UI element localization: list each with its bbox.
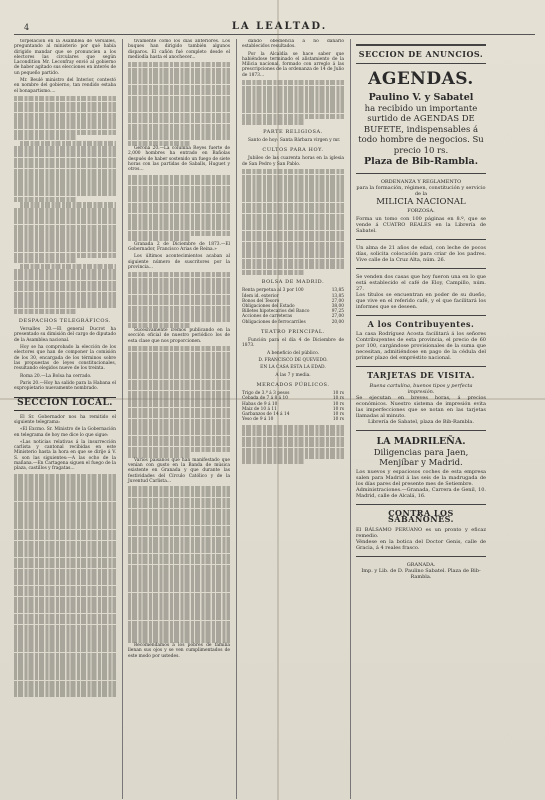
newspaper-title: LA LEALTAD. xyxy=(231,21,328,32)
text-block xyxy=(128,175,230,242)
telegrams-heading: DESPACHOS TELEGRÁFICOS. xyxy=(18,317,112,324)
religious-heading: PARTE RELIGIOSA. xyxy=(263,128,323,135)
table-row: Renta perpetua al 3 por 100 13,85 xyxy=(242,288,344,294)
theatre-line: EN LA CASA ESTA LA EDAD. xyxy=(260,365,326,371)
article-paragraph: Por la Alcaldía se hace saber que habiéndose terminado el alistamiento de la Milicia nacional, formado con arreglo á las prescripciones de la ordenanza de 14 de Julio de 1873... xyxy=(242,51,344,78)
article-paragraph: dando obediencia á no dañarlo establecidos resultados. xyxy=(242,39,344,50)
column-2 xyxy=(122,39,230,799)
page-number: 4 xyxy=(24,23,31,32)
theatre-line: Función para el día 4 de Diciembre de 1873. xyxy=(242,338,344,349)
ad-ordinance-heading: ORDENANZA Y REGLAMENTO xyxy=(380,179,462,186)
column-3 xyxy=(236,39,344,799)
markets-heading: MERCADOS PÚBLICOS. xyxy=(256,381,330,388)
ad-madrilena-sub: Diligencias para Jaen, Menjíbar y Madrid. xyxy=(373,447,469,469)
ad-tarjetas-title: TARJETAS DE VISITA. xyxy=(367,370,475,381)
text-block xyxy=(128,346,230,458)
ad-contribuyentes-title: A los Contribuyentes. xyxy=(367,318,475,329)
bolsa-heading: BOLSA DE MADRID. xyxy=(261,279,325,285)
article-paragraph: Gerona 20.—La columna Reyes fuerte de 2,000 hombres ha entrado en Bañolas después de haber sostenido un fuego de siete horas con las partidas de Saballs, Huguet y otros... xyxy=(128,146,230,173)
table-row: Obligaciones de ferrocarriles 20,00 xyxy=(242,319,344,325)
ad-agendas-body: ha recibido un importante surtido de AGENDAS DE BUFETE, indispensables á todo hombre de negocios. Su precio 10 rs. xyxy=(358,103,484,156)
theatre-line: A beneficio del público. xyxy=(266,350,320,356)
text-block xyxy=(128,272,230,328)
text-block xyxy=(242,169,344,275)
ad-agendas-address: Plaza de Bib-Rambla. xyxy=(363,156,479,168)
ad-madrilena-title: LA MADRILEÑA. xyxy=(376,435,466,447)
ad-tarjetas-body: Se ejecutan en breves horas, á precios económicos. Nuestro sistema de impresión evita las imperfecciones que se notan en las tarjetas llamadas al minuto. xyxy=(356,394,486,419)
article-paragraph: torpelación en la Asamblea de Versalles, preguntando al ministerio por qué había dirigido mandar que se pronuncien a los electores las circulares que según Lacondition Mr. Leconfray envió al gobierno de haber agitado sus elecciones en interés de un pequeño partido. xyxy=(14,39,116,76)
text-block xyxy=(128,486,230,642)
article-paragraph: Recomendamos á los pobres de familia llenan sus ojos y se ven cumplimentados de este modo por ustedes. xyxy=(128,643,230,659)
article-paragraph: Varios paisanos que han manifestado que venían con gusto en la Banda de música existente en Granada y que durante las festividades del Círculo Católico y de la Juventud Carlista... xyxy=(128,457,230,485)
ad-sabanones-body: El BÁLSAMO PERUANO es un pronto y eficaz remedio. xyxy=(356,526,486,539)
article-paragraph: Mr. Beulé ministro del Interior, contestó en nombre del gobierno, tan rendido estaba el bonapartismo.... xyxy=(14,78,116,94)
bolsa-table xyxy=(242,288,344,324)
table-row: Garbanzos de 14 á 14 10 rs xyxy=(242,411,344,417)
ad-tarjetas-tagline: Buena cartulina, buenos tipos y perfecta impresión. xyxy=(369,382,473,395)
ad-sabanones-title: CONTRA LOS SABAÑONES. xyxy=(388,507,454,525)
ad-madrilena-body: Los nuevos y espaciosos coches de esta empresa salen para Madrid á las seis de la madrugada de los días pares del presente mes de Setiembre. xyxy=(356,468,486,487)
cultos-heading: CULTOS PARA HOY. xyxy=(262,147,324,154)
columns xyxy=(14,39,535,799)
theatre-line: A las 7 y media. xyxy=(275,372,311,378)
ad-milicia-title: MILICIA NACIONAL xyxy=(376,197,466,208)
table-row: Yeso de 9 á 10 10 rs xyxy=(242,417,344,423)
table-row: Bonos del Tesoro 27,00 xyxy=(242,298,344,304)
local-paragraph: «Las noticias relativas á la insurrección carlista y cantonal recibidas en este Ministerio hasta la hora en que se dirije á V. S. son las siguientes:—A las ocho de la mañana.—En Cartagena siguen el fuego de la plaza, castillos y fragatas... xyxy=(14,439,116,472)
text-block xyxy=(242,80,344,124)
ad-agendas-seller: Paulino V. y Sabatel xyxy=(368,91,474,103)
table-row: Billetes hipotecarios del Banco 97,25 xyxy=(242,309,344,315)
ad-contribuyentes-body: La casa Rodríguez Acosta facilitará á los señores Contribuyentes de esta provincia, el precio de 60 por 100, cargándose provisionales de la suma que necesitan, admitiéndose en pago de la cédula del primer plazo del empréstito nacional. xyxy=(356,331,486,362)
text-block xyxy=(14,474,116,697)
ad-madrilena-admin: Administraciones.—Granada, Carrera de Genil, 10. Madrid, calle de Alcalá, 16. xyxy=(356,486,486,499)
page-header xyxy=(14,6,535,35)
article-paragraph: Sucesivamente iremos publicando en la sección oficial de nuestro periódico los de esta clase que nos proporcionen. xyxy=(128,328,230,344)
telegram-paragraph: Paris 20.—Hoy ha salido para la Habana el expropietario nuevamente nombrado. xyxy=(14,380,116,392)
ad-tarjetas-address: Librería de Sabatel, plaza de Bib-Rambla. xyxy=(368,418,474,425)
table-row: Cebada de 7 á 8 á 10 10 rs xyxy=(242,396,344,402)
table-row: Habas de 9 á 10 10 rs xyxy=(242,401,344,407)
local-paragraph: El Sr. Gobernador nos ha remitido el siguiente telegrama: xyxy=(14,414,116,425)
article-paragraph: Los últimos acontecimientos acaban al siguiente número de suscritores por la provincia... xyxy=(128,254,230,270)
telegram-paragraph: Hoy se ha comprobado la elección de los electores que han de componer la comisión de los 30, encargada de los términos sobre las propuestas de leyes constitucionales, resultando elegidos nueve de los treinta. xyxy=(14,345,116,372)
ad-ordinance-body: Forma un tomo con 100 páginas en 8.º, que se vende á CUATRO REALES en la Librería de Sabatel. xyxy=(356,215,486,234)
ad-ordinance-sub: para la formación, régimen, constitución y servicio de la xyxy=(356,185,486,198)
ads-section-heading: SECCION DE ANUNCIOS. xyxy=(358,49,484,59)
markets-table xyxy=(242,391,344,422)
ads-column xyxy=(350,39,486,799)
telegram-paragraph: Roma 20.—La Bolsa ha cerrado. xyxy=(20,373,92,379)
ad-forzosa: FORZOSA. xyxy=(407,207,435,214)
imprint: Imp. y Lib. de D. Paulino Sabatel. Plaza de Bib-Rambla. xyxy=(361,567,481,580)
religious-line: Santo de hoy: Santa Bárbara virgen y mr. xyxy=(248,137,341,143)
article-paragraph: tivamente como los días anteriores. Los buques han dirigido también algunos disparos. El cañón fué completo desde el mediodía hasta el anochecer... xyxy=(128,39,230,60)
ad-houses: Se venden dos casas que hoy fueron una en lo que está establecido el café de Eloy, Campillo, núm. 27. xyxy=(356,273,486,292)
column-1 xyxy=(14,39,116,799)
imprint-city: GRANADA. xyxy=(406,561,436,568)
text-block xyxy=(242,425,344,464)
table-row: Trigo de 3.ª á 3 pesos 10 rs xyxy=(242,391,344,397)
ad-houses-2: Los títulos se encuentran en poder de su dueño, que vive en el referido café, y el que facilitará los informes que se deseen. xyxy=(356,291,486,310)
ad-nurse: Un alma de 21 años de edad, con leche de pocos días, solicita colocación para criar de los padres. Vive calle de la Cruz Alta, núm. 26. xyxy=(356,244,486,263)
local-paragraph: «El Excmo. Sr. Ministro de la Gobernación en telegrama de hoy me dice lo que sigue: xyxy=(14,427,116,438)
article-signature: Granada 2 de Diciembre de 1873.—El Gobernador, Francisco Arias de Reina.» xyxy=(128,241,230,252)
text-block xyxy=(14,96,116,314)
ad-sabanones-body-2: Véndese en la botica del Doctor Genis, calle de Gracia, á 4 reales frasco. xyxy=(356,538,486,551)
table-row: Acciones de carreteras 27,00 xyxy=(242,314,344,320)
table-row: Obligaciones del Estado 38,00 xyxy=(242,303,344,309)
text-block xyxy=(128,62,230,146)
table-row: Ídem id. exterior 13,85 xyxy=(242,293,344,299)
table-row: Maiz de 10 á 11 10 rs xyxy=(242,406,344,412)
ad-agendas-title: AGENDAS. xyxy=(368,68,474,89)
local-section-heading: SECCION LOCAL. xyxy=(14,397,116,410)
theatre-line: D. FRANCISCO DE QUEVEDO. xyxy=(258,357,328,363)
religious-line: Jubileo de las cuarenta horas en la iglesia de San Pedro y San Pablo. xyxy=(242,156,344,167)
theatre-heading: TEATRO PRINCIPAL. xyxy=(260,328,326,335)
telegram-paragraph: Versalles 20.—El general Ducrot ha presentado su dimisión del cargo de diputado de la Asamblea nacional. xyxy=(14,327,116,343)
